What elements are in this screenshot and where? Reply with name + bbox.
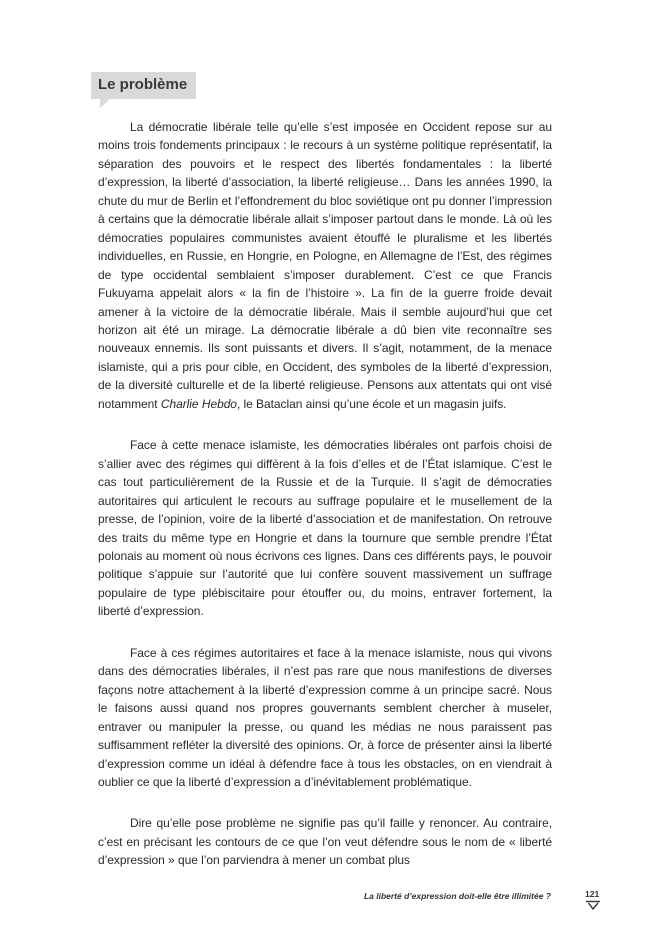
italic-text: Charlie Hebdo [160,396,237,411]
body-text [98,118,552,893]
page-number: 121 [585,889,600,899]
running-title: La liberté d’expression doit-elle être illimitée ? [363,891,551,901]
paragraph [98,644,552,792]
text-run: , le Bataclan ainsi qu’une école et un magasin juifs. [236,396,507,411]
text-run: Dire qu’elle pose problème ne signifie pas qu’il faille y renoncer. Au contraire, c’est en précisant les contours de ce que l’on veut défendre sous le nom de « liberté d’expression » que l’on parviendra à mener un combat plus [98,816,552,868]
paragraph [98,814,552,869]
page-footer [0,889,650,919]
text-run: Face à cette menace islamiste, les démocraties libérales ont parfois choisi de s’allier avec des régimes qui diffèrent à la fois d’elles et de l’État islamique. C’est le cas tout particulièrement de la Russie et de la Turquie. Il s’agit de démocraties autoritaires qui articulent le recours au suffrage populaire et le musellement de la presse, de l’opinion, voire de la liberté d’association et de manifestation. On retrouve des traits du même type en Hongrie et dans la tournure que semble prendre l’État polonais au moment où nous écrivons ces lignes. Dans ces différents pays, le pouvoir politique s’appuie sur l’autorité que lui confère souvent massivement un suffrage populaire de type plébiscitaire pour étouffer ou, du moins, entraver fortement, la liberté d’expression. [98,438,552,619]
section-title: Le problème [91,72,196,99]
paragraph [98,118,552,413]
paragraph [98,436,552,621]
heading-pointer [100,99,110,108]
text-run: Face à ces régimes autoritaires et face à la menace islamiste, nous qui vivons dans des démocraties libérales, il n’est pas rare que nous manifestions de diverses façons notre attachement à la liberté d’expression comme à un principe sacré. Nous le faisons aussi quand nos propres gouvernants semblent chercher à museler, entraver ou manipuler la presse, ou quand les médias ne nous paraissent pas suffisamment refléter la diversité des opinions. Or, à force de présenter ainsi la liberté d’expression comme un idéal à défendre face à tous les obstacles, on en viendrait à oublier ce que la liberté d’expression a d’inévitablement problématique. [98,645,552,789]
page-mark-icon [585,900,601,910]
text-run: La démocratie libérale telle qu’elle s’est imposée en Occident repose sur au moins trois fondements principaux : le recours à un système politique représentatif, la séparation des pouvoirs et le respect des libertés fondamentales : la liberté d’expression, la liberté d’association, la liberté religieuse… Dans les années 1990, la chute du mur de Berlin et l’effondrement du bloc soviétique ont pu donner l’impression à certains que la démocratie libérale allait s’imposer partout dans le monde. Là où les démocraties populaires communistes avaient étouffé le pluralisme et les libertés individuelles, en Russie, en Hongrie, en Pologne, en Allemagne de l’Est, des régimes de type occidental semblaient s’imposer durablement. C’est ce que Francis Fukuyama appelait alors « la fin de l’histoire ». La fin de la guerre froide devait amener à la victoire de la démocratie libérale. Mais il semble aujourd’hui que cet horizon ait été un mirage. La démocratie libérale a dû bien vite reconnaître ses nouveaux ennemis. Ils sont puissants et divers. Il s’agit, notamment, de la menace islamiste, qui a pris pour cible, en Occident, des symboles de la liberté d’expression, de la diversité culturelle et de la liberté religieuse. Pensons aux attentats qui ont visé notamment [98,120,552,411]
